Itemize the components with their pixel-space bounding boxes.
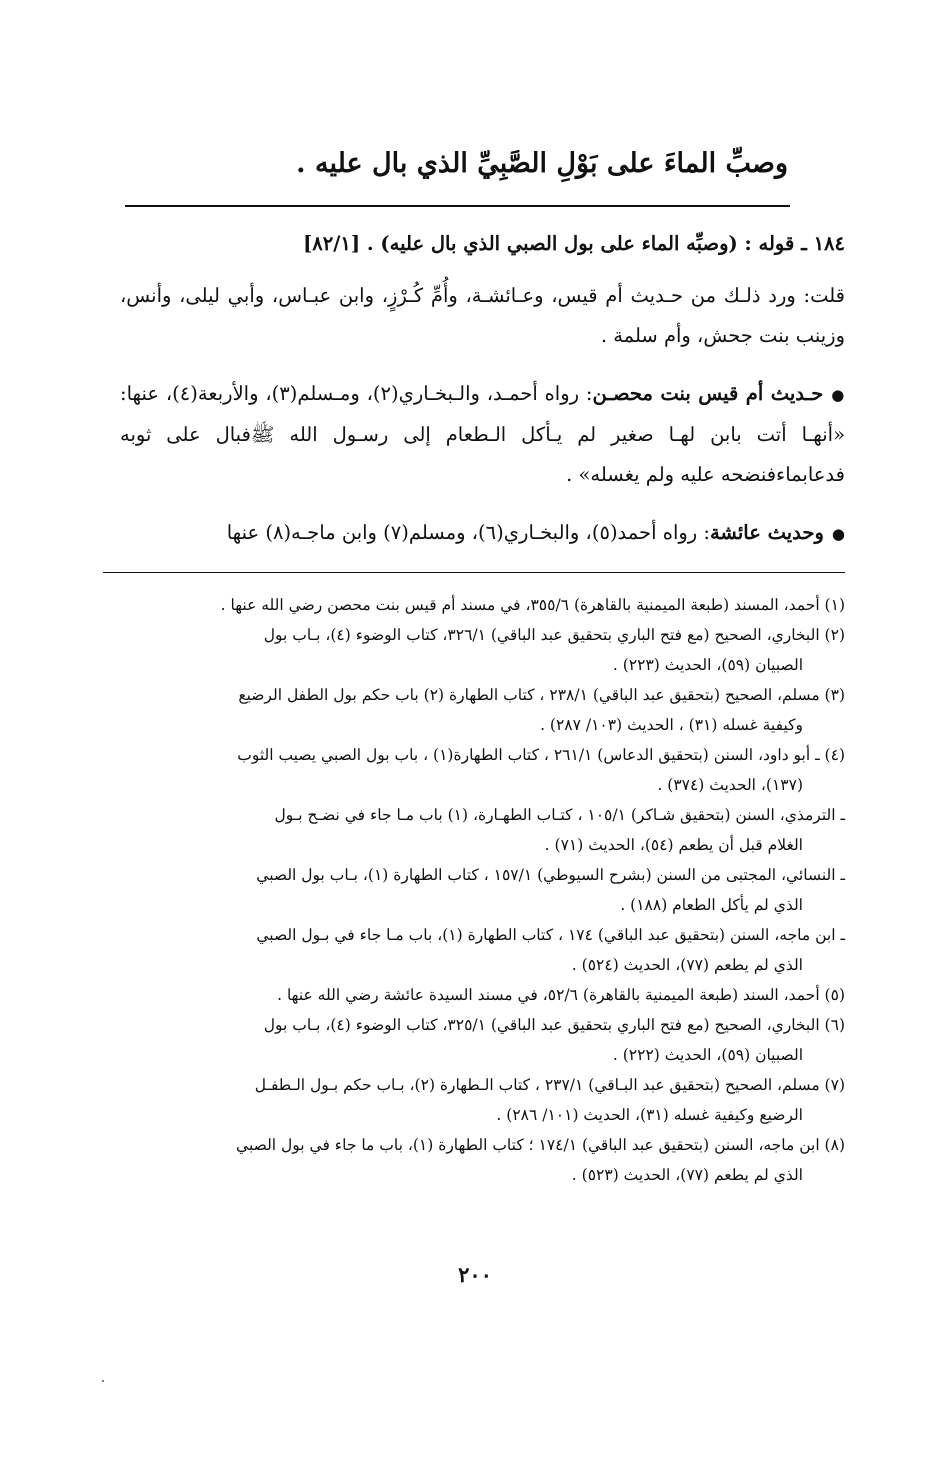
bullet-icon: ●	[831, 386, 846, 404]
entry-heading: ١٨٤ ـ قوله : (وصبِّه الماء على بول الصبي الذي بال عليه) . [٨٢/١]	[303, 232, 845, 255]
paragraph-intro: قلت: ورد ذلـك من حـديث أم قيس، وعـائشـة، وأُمِّ كُـرْزٍ، وابن عبـاس، وأبي ليلى، وأنس، وزينب بنت جحش، وأم سلمة .	[120, 284, 845, 347]
footnote-line: الذي لم يطعم (٧٧)، الحديث (٥٢٤) .	[571, 956, 803, 974]
footnote-rule	[103, 572, 845, 573]
footnote-line: (٨) ابن ماجه، السنن (بتحقيق عبد الباقي) ١٧٤/١ ؛ كتاب الطهارة (١)، باب ما جاء في بول الصبي	[236, 1136, 845, 1154]
bullet-icon: ●	[831, 525, 845, 543]
footnote-line: (٤) ـ أبو داود، السنن (بتحقيق الدعاس) ٢٦١/١ ، كتاب الطهارة(١) ، باب بول الصبي يصيب الثوب	[237, 746, 845, 764]
footnote-line: ـ الترمذي، السنن (بتحقيق شـاكر) ١٠٥/١ ، كتـاب الطهـارة، (١) باب مـا جاء في نضـح بـول	[274, 806, 845, 824]
footnote-line: ـ ابن ماجه، السنن (بتحقيق عبد الباقي) ١٧٤ ، كتاب الطهارة (١)، باب مـا جاء في بـول الصبي	[256, 926, 845, 944]
footnote-line: (١٣٧)، الحديث (٣٧٤) .	[657, 776, 803, 794]
footnote-line: الذي لم يطعم (٧٧)، الحديث (٥٢٣) .	[571, 1166, 803, 1184]
header-rule	[125, 205, 790, 207]
hadith-lead-aisha: وحديث عائشة	[709, 521, 824, 544]
footnote-line: الذي لم يأكل الطعام (١٨٨) .	[620, 896, 803, 914]
scan-speck	[102, 1380, 104, 1382]
footnote-line: الصبيان (٥٩)، الحديث (٢٢٢) .	[612, 1046, 803, 1064]
footnote-line: الغلام قبل أن يطعم (٥٤)، الحديث (٧١) .	[544, 836, 803, 854]
running-head: وصبِّ الماءَ على بَوْلِ الصَّبِيِّ الذي بال عليه .	[296, 148, 788, 179]
main-text	[120, 224, 845, 554]
footnote-line: وكيفية غسله (٣١) ، الحديث (١٠٣/ ٢٨٧) .	[540, 716, 803, 734]
footnote-line: (٦) البخاري، الصحيح (مع فتح الباري بتحقيق عبد الباقي) ٣٢٥/١، كتاب الوضوء (٤)، بـاب بول	[263, 1016, 845, 1034]
footnote-line: (٣) مسلم، الصحيح (بتحقيق عبد الباقي) ٢٣٨/١ ، كتاب الطهارة (٢) باب حكم بول الطفل الرضيع	[238, 686, 845, 704]
page-number: ٢٠٠	[458, 1262, 492, 1287]
footnote-line: الصبيان (٥٩)، الحديث (٢٢٣) .	[612, 656, 803, 674]
footnote-line: (١) أحمد، المسند (طبعة الميمنية بالقاهرة) ٣٥٥/٦، في مسند أم قيس بنت محصن رضي الله عنها .	[220, 596, 845, 614]
footnote-line: ـ النسائي، المجتبى من السنن (بشرح السيوطي) ١٥٧/١ ، كتاب الطهارة (١)، بـاب بول الصبي	[256, 866, 845, 884]
paragraph-aisha	[120, 513, 845, 554]
hadith-text-um-qays: : رواه أحمـد، والـبخـاري(٢)، ومـسلم(٣)،	[258, 382, 593, 405]
footnote-line: (٧) مسلم، الصحيح (بتحقيق عبد البـاقي) ٢٣٧/١ ، كتاب الـطهارة (٢)، بـاب حكم بـول الـطفـل	[254, 1076, 845, 1094]
footnotes	[120, 590, 845, 1190]
hadith-continuation-um-qays: والأربعة(٤)، عنها: «أنهـا أتت بابن لهـا صغير لم يـأكل الـطعام إلى رسـول الله ﷺفبال على ثوبه فدعابماءفنضحه عليه ولم يغسله» .	[120, 382, 845, 486]
footnote-line: (٥) أحمد، السند (طبعة الميمنية بالقاهرة) ٥٢/٦، في مسند السيدة عائشة رضي الله عنها .	[277, 986, 845, 1004]
hadith-lead-um-qays: حـديث أم قيس بنت محصـن	[592, 382, 824, 405]
paragraph-um-qays	[120, 374, 845, 495]
hadith-text-aisha: : رواه أحمد(٥)، والبخـاري(٦)، ومسلم(٧) وابن ماجـه(٨) عنها	[226, 521, 710, 544]
footnote-line: (٢) البخاري، الصحيح (مع فتح الباري بتحقيق عبد الباقي) ٣٢٦/١، كتاب الوضوء (٤)، بـاب بول	[263, 626, 845, 644]
footnote-line: الرضيع وكيفية غسله (٣١)، الحديث (١٠١/ ٢٨٦) .	[496, 1106, 803, 1124]
